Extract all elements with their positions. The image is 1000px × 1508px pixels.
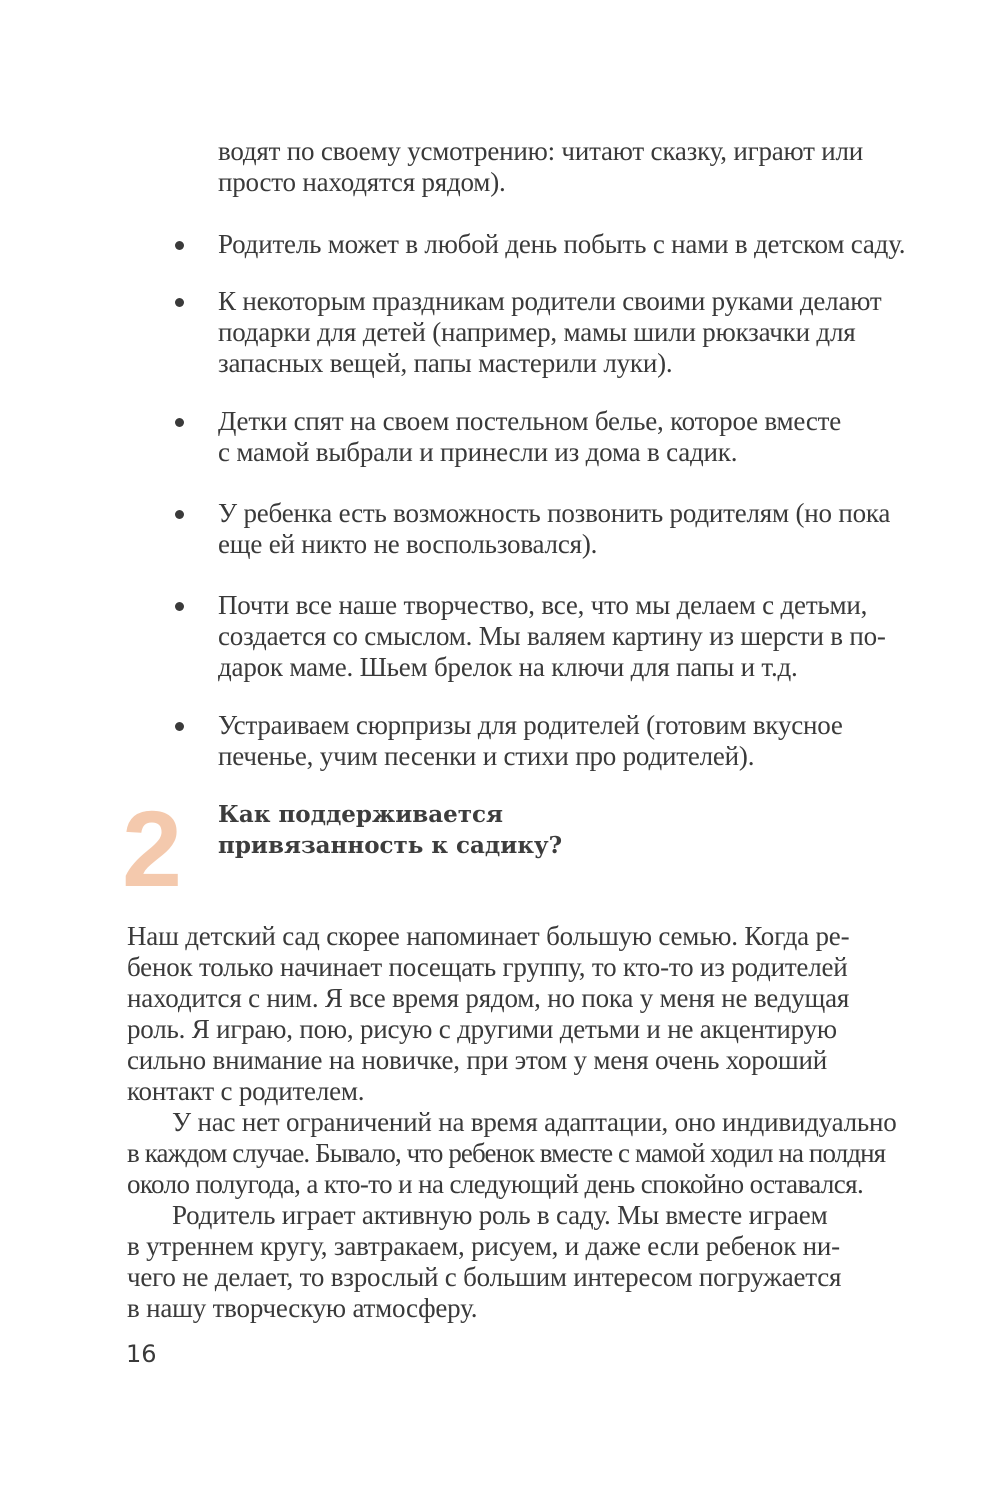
bullet-dot-icon [175,241,184,250]
bullet-dot-icon [175,510,184,519]
section-title-line: Как поддерживается [218,801,504,828]
text-line: с мамой выбрали и принесли из дома в садик. [218,437,738,467]
text-line: У ребенка есть возможность позвонить родителям (но пока [218,498,891,528]
text-line: в утреннем кругу, завтракаем, рисуем, и даже если ребенок ни- [127,1231,840,1261]
section-title-line: привязанность к садику? [218,832,563,859]
text-line: У нас нет ограничений на время адаптации, оно индивидуально [172,1107,897,1137]
bullet-dot-icon [175,418,184,427]
page-number: 16 [126,1340,157,1368]
bullet-dot-icon [175,722,184,731]
text-line: бенок только начинает посещать группу, то кто-то из родителей [127,952,848,982]
text-line: роль. Я играю, пою, рисую с другими детьми и не акцентирую [127,1014,837,1044]
text-line: К некоторым праздникам родители своими руками делают [218,286,882,316]
section-number: 2 [122,788,183,909]
text-line: печенье, учим песенки и стихи про родителей). [218,741,755,771]
text-line: в нашу творческую атмосферу. [127,1293,478,1323]
text-line: Устраиваем сюрпризы для родителей (готовим вкусное [218,710,843,740]
bullet-dot-icon [175,298,184,307]
text-line: еще ей никто не воспользовался). [218,529,598,559]
text-line: дарок маме. Шьем брелок на ключи для папы и т.д. [218,652,798,682]
text-line: просто находятся рядом). [218,167,506,197]
text-line: Наш детский сад скорее напоминает большую семью. Когда ре- [127,921,850,951]
text-line: водят по своему усмотрению: читают сказку, играют или [218,136,864,166]
bullet-dot-icon [175,602,184,611]
text-line: сильно внимание на новичке, при этом у меня очень хороший [127,1045,828,1075]
text-line: Детки спят на своем постельном белье, которое вместе [218,406,842,436]
text-line: в каждом случае. Бывало, что ребенок вместе с мамой ходил на полдня [127,1138,886,1168]
text-line: Почти все наше творчество, все, что мы делаем с детьми, [218,590,868,620]
text-line: запасных вещей, папы мастерили луки). [218,348,673,378]
text-line: находится с ним. Я все время рядом, но пока у меня не ведущая [127,983,850,1013]
text-line: Родитель может в любой день побыть с нами в детском саду. [218,229,906,259]
text-line: создается со смыслом. Мы валяем картину из шерсти в по- [218,621,886,651]
text-line: Родитель играет активную роль в саду. Мы вместе играем [172,1200,828,1230]
text-line: подарки для детей (например, мамы шили рюкзачки для [218,317,856,347]
text-line: около полугода, а кто-то и на следующий день спокойно оставался. [127,1169,864,1199]
text-line: контакт с родителем. [127,1076,365,1106]
text-line: чего не делает, то взрослый с большим интересом погружается [127,1262,842,1292]
